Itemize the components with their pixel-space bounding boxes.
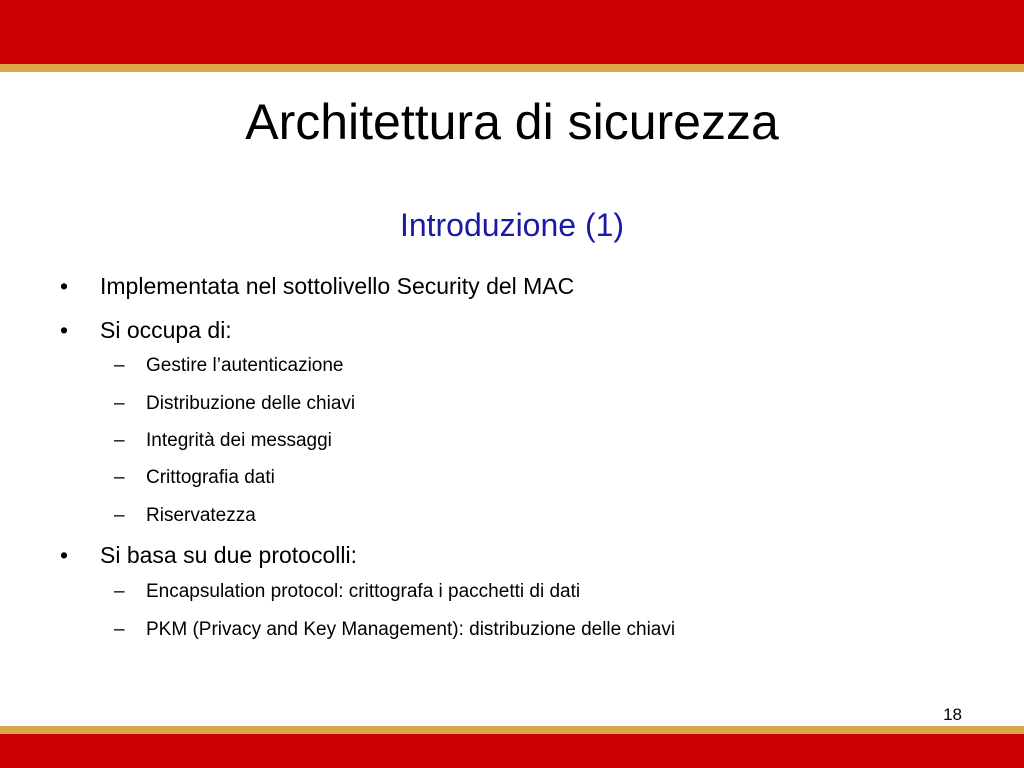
top-red-band — [0, 0, 1024, 64]
list-item-text: Si occupa di: — [100, 317, 232, 343]
list-item-text: Gestire l’autenticazione — [146, 355, 344, 376]
dash-marker: – — [114, 505, 125, 526]
bottom-red-band — [0, 734, 1024, 768]
page-subtitle: Introduzione (1) — [399, 207, 625, 243]
bullet-marker: • — [60, 273, 69, 299]
bullet-marker: • — [60, 542, 69, 568]
list-item-text: Si basa su due protocolli: — [100, 542, 357, 568]
list-item-text: Integrità dei messaggi — [146, 430, 332, 451]
dash-marker: – — [114, 393, 125, 414]
list-item-text: PKM (Privacy and Key Management): distribuzione delle chiavi — [146, 619, 676, 640]
dash-marker: – — [114, 430, 125, 451]
bullet-marker: • — [60, 317, 69, 343]
list-item-text: Distribuzione delle chiavi — [146, 393, 356, 414]
list-item-text: Encapsulation protocol: crittografa i pacchetti di dati — [146, 581, 581, 602]
page-number: 18 — [943, 705, 962, 724]
dash-marker: – — [114, 355, 125, 376]
page-title: Architettura di sicurezza — [245, 94, 779, 150]
dash-marker: – — [114, 619, 125, 640]
top-gold-stripe — [0, 64, 1024, 72]
bottom-gold-stripe — [0, 726, 1024, 734]
list-item-text: Riservatezza — [146, 505, 256, 526]
dash-marker: – — [114, 467, 125, 488]
dash-marker: – — [114, 581, 125, 602]
list-item-text: Crittografia dati — [146, 467, 275, 488]
list-item-text: Implementata nel sottolivello Security del MAC — [100, 273, 575, 299]
